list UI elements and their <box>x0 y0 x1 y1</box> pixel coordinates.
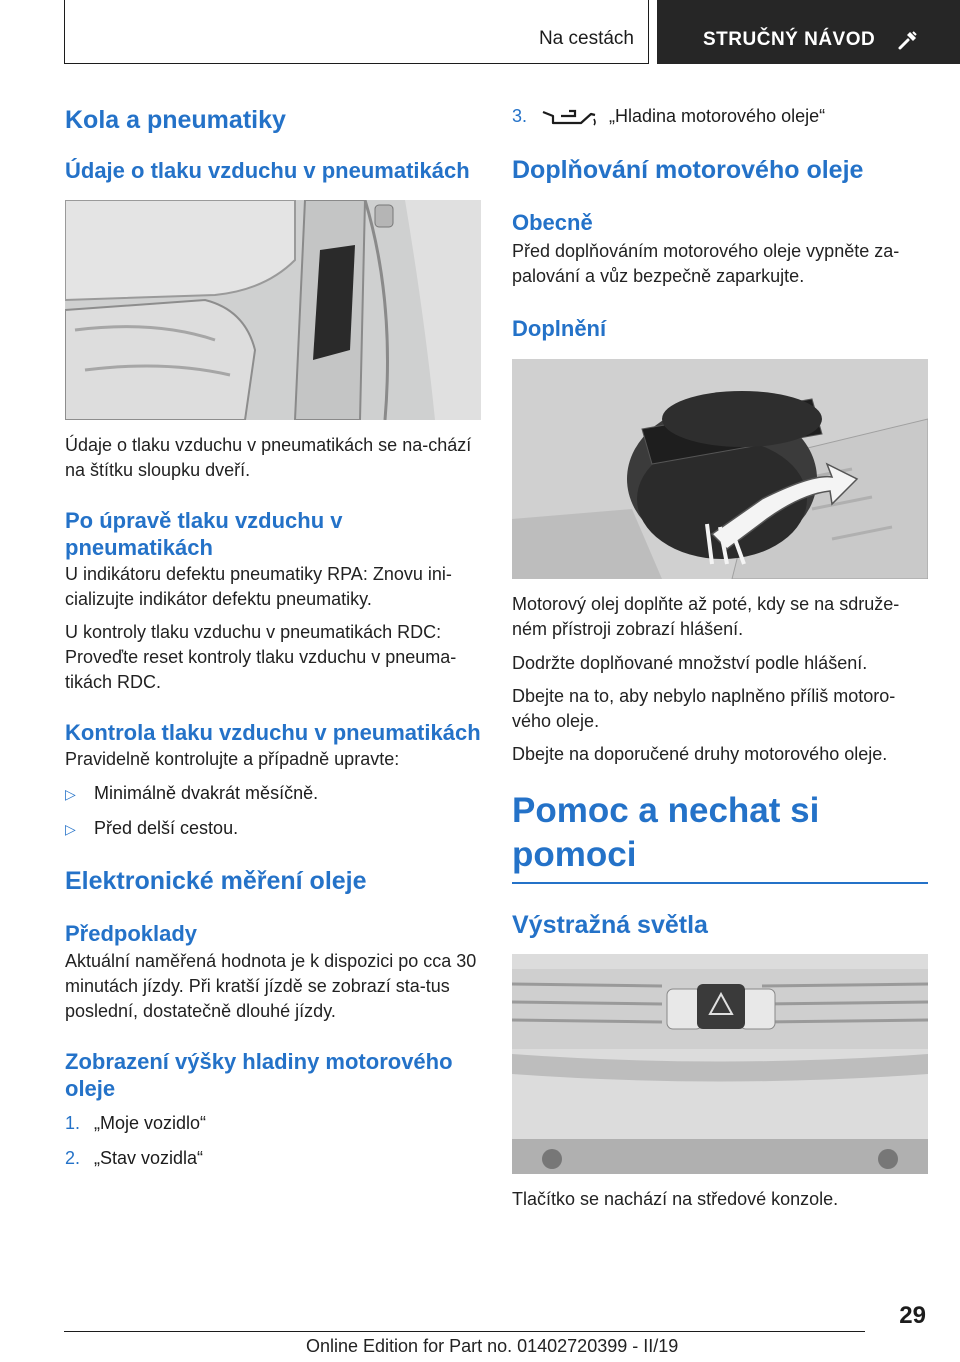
heading-refill: Doplnění <box>512 316 607 341</box>
caption-console: Tlačítko se nachází na středové konzole. <box>512 1189 839 1209</box>
paragraph-fill-3: Dbejte na to, aby nebylo naplněno příliš motoro-vého oleje. <box>512 686 896 731</box>
oil-can-icon <box>541 106 597 128</box>
bullet-triangle-icon: ▷ <box>65 786 76 802</box>
heading-display-oil-level: Zobrazení výšky hladiny motorového oleje <box>65 1049 453 1101</box>
steps-list <box>65 1111 481 1171</box>
paragraph-check: Pravidelně kontrolujte a případně upravte: <box>65 749 400 769</box>
caption-door-pillar: Údaje o tlaku vzduchu v pneumatikách se na-chází na štítku sloupku dveří. <box>65 435 472 480</box>
heading-wheels-tires: Kola a pneumatiky <box>65 106 286 134</box>
paragraph-rdc: U kontroly tlaku vzduchu v pneumatikách RDC: Proveďte reset kontroly tlaku vzduchu v pneuma-tikách RDC. <box>65 622 457 692</box>
section-divider <box>512 882 928 884</box>
heading-general: Obecně <box>512 210 593 235</box>
paragraph-general: Před doplňováním motorového oleje vypněte za-palování a vůz bezpečně zaparkujte. <box>512 241 900 286</box>
heading-help: Pomoc a nechat si pomoci <box>512 791 820 874</box>
step-number: 1. <box>65 1113 81 1133</box>
oil-cap-figure <box>512 359 928 579</box>
list-item <box>512 104 928 129</box>
check-list <box>65 781 481 842</box>
list-item-text: Minimálně dvakrát měsíčně. <box>94 783 319 803</box>
bullet-triangle-icon: ▷ <box>65 821 76 837</box>
heading-tire-pressure-data: Údaje o tlaku vzduchu v pneumatikách <box>65 158 470 183</box>
list-item <box>65 1111 481 1136</box>
wrench-icon <box>897 29 919 51</box>
footer-divider <box>64 1331 865 1332</box>
list-item-text: Před delší cestou. <box>94 818 239 838</box>
heading-prerequisites: Předpoklady <box>65 921 198 946</box>
oil-cap-illustration <box>512 359 928 579</box>
heading-after-adjust: Po úpravě tlaku vzduchu v pneumatikách <box>65 508 343 560</box>
section-title: Na cestách <box>538 28 634 49</box>
list-item <box>65 781 481 807</box>
step-text: „Stav vozidla“ <box>94 1148 204 1168</box>
section-header-box <box>64 0 649 64</box>
page-header <box>0 0 960 66</box>
paragraph-fill-4: Dbejte na doporučené druhy motorového oleje. <box>512 744 888 764</box>
heading-check-pressure: Kontrola tlaku vzduchu v pneumatikách <box>65 720 481 745</box>
paragraph-prerequisites: Aktuální naměřená hodnota je k dispozici po cca 30 minutách jízdy. Při kratší jízdě se zobrazí sta-tus poslední, dostatečně dlouhé jízdy. <box>65 951 477 1021</box>
footer-edition: Online Edition for Part no. 01402720399 - II/19 <box>306 1336 679 1356</box>
list-item <box>65 1146 481 1171</box>
step-number: 3. <box>512 106 528 126</box>
paragraph-fill-1: Motorový olej doplňte až poté, kdy se na sdruže-ném přístroji zobrazí hlášení. <box>512 594 900 639</box>
center-console-figure <box>512 954 928 1174</box>
list-item <box>65 816 481 842</box>
heading-oil-measurement: Elektronické měření oleje <box>65 867 367 895</box>
step-number: 2. <box>65 1148 81 1168</box>
heading-oil-refill: Doplňování motorového oleje <box>512 156 864 184</box>
left-column <box>65 92 481 1181</box>
door-pillar-figure <box>65 200 481 420</box>
door-pillar-illustration <box>65 200 481 420</box>
paragraph-rpa: U indikátoru defektu pneumatiky RPA: Znovu ini-cializujte indikátor defektu pneumatiky. <box>65 564 452 609</box>
guide-label: STRUČNÝ NÁVOD <box>703 29 876 50</box>
right-column <box>512 92 928 1212</box>
guide-header-bar <box>657 0 960 64</box>
step-text: „Moje vozidlo“ <box>94 1113 207 1133</box>
step-text: „Hladina motorového oleje“ <box>609 106 826 126</box>
page-number: 29 <box>899 1302 926 1329</box>
center-console-illustration <box>512 954 928 1174</box>
heading-hazard-lights: Výstražná světla <box>512 911 708 939</box>
paragraph-fill-2: Dodržte doplňované množství podle hlášení. <box>512 653 868 673</box>
